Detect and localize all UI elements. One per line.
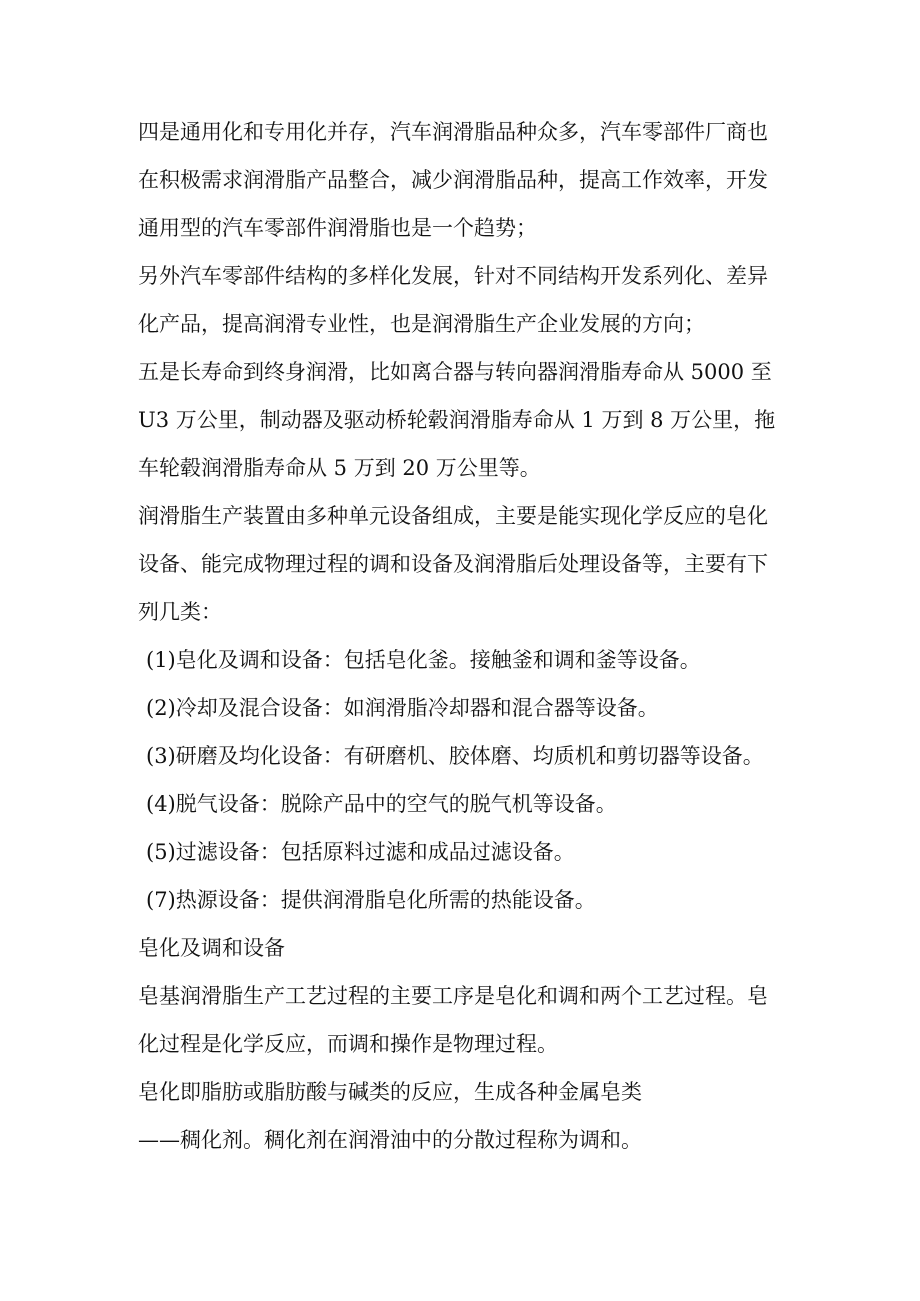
text-line: 另外汽车零部件结构的多样化发展，针对不同结构开发系列化、差异 [138, 264, 768, 288]
list-item: (4)脱气设备：脱除产品中的空气的脱气机等设备。 [146, 792, 617, 816]
paragraph-saponification [138, 1068, 803, 1164]
text-line: 润滑脂生产装置由多种单元设备组成，主要是能实现化学反应的皂化 [138, 504, 768, 528]
text-line: U3 万公里，制动器及驱动桥轮毂润滑脂寿命从 1 万到 8 万公里，拖 [138, 408, 776, 432]
list-item: (7)热源设备：提供润滑脂皂化所需的热能设备。 [146, 888, 596, 912]
text-line: ——稠化剂。稠化剂在润滑油中的分散过程称为调和。 [138, 1128, 642, 1152]
list-item: (2)冷却及混合设备：如润滑脂冷却器和混合器等设备。 [146, 696, 659, 720]
paragraph-structure-diversification [138, 252, 803, 348]
list-item: (5)过滤设备：包括原料过滤和成品过滤设备。 [146, 840, 575, 864]
text-line: 五是长寿命到终身润滑，比如离合器与转向器润滑脂寿命从 5000 至 [138, 360, 772, 384]
text-line: 车轮毂润滑脂寿命从 5 万到 20 万公里等。 [138, 456, 541, 480]
paragraph-trend-generalization [138, 108, 803, 252]
text-line: 列几类： [138, 600, 222, 624]
equipment-list [138, 636, 803, 924]
paragraph-production-equipment [138, 492, 803, 636]
list-item: (3)研磨及均化设备：有研磨机、胶体磨、均质机和剪切器等设备。 [146, 744, 764, 768]
text-line: 皂基润滑脂生产工艺过程的主要工序是皂化和调和两个工艺过程。皂 [138, 984, 768, 1008]
document-body [138, 108, 803, 1164]
text-line: 化产品，提高润滑专业性，也是润滑脂生产企业发展的方向； [138, 312, 705, 336]
text-line: 四是通用化和专用化并存，汽车润滑脂品种众多，汽车零部件厂商也 [138, 120, 768, 144]
text-line: 化过程是化学反应，而调和操作是物理过程。 [138, 1032, 558, 1056]
paragraph-soap-process [138, 972, 803, 1068]
text-line: 皂化即脂肪或脂肪酸与碱类的反应，生成各种金属皂类 [138, 1080, 642, 1104]
text-line: 在积极需求润滑脂产品整合，减少润滑脂品种，提高工作效率，开发 [138, 168, 768, 192]
section-heading: 皂化及调和设备 [138, 936, 285, 960]
text-line: 通用型的汽车零部件润滑脂也是一个趋势； [138, 216, 537, 240]
paragraph-long-life-lubrication [138, 348, 803, 492]
list-item: (1)皂化及调和设备：包括皂化釜。接触釜和调和釜等设备。 [146, 648, 701, 672]
text-line: 设备、能完成物理过程的调和设备及润滑脂后处理设备等，主要有下 [138, 552, 768, 576]
